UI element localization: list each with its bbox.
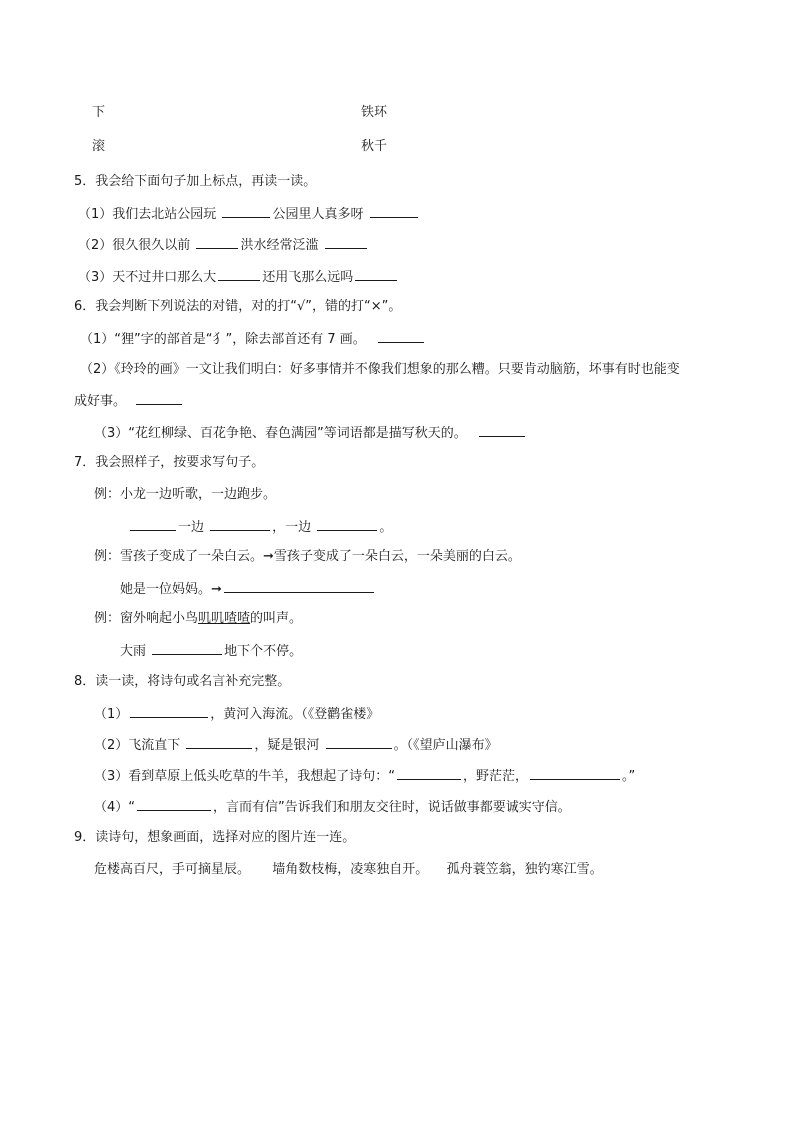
q7-fill-3 (120, 641, 302, 661)
q8-line-2-blank-a[interactable] (186, 735, 252, 749)
q5-item-3-blank-b[interactable] (355, 267, 397, 281)
q5-title: 5．我会给下面句子加上标点，再读一读。 (74, 174, 317, 189)
q5-item-1-text-b: 公园里人真多呀 (272, 207, 364, 222)
pair-right-1: 铁环 (361, 105, 388, 120)
q6-item-2-line-1: （2）《玲玲的画》一文让我们明白：好多事情并不像我们想象的那么糟。只要肯动脑筋，坏事有时也能变 (80, 362, 680, 377)
q6-item-3 (94, 423, 527, 443)
q7-example-3-pre: 例：窗外响起小鸟 (94, 611, 199, 626)
q7-example-1: 例：小龙一边听歌，一边跑步。 (94, 487, 277, 502)
q8-line-2 (94, 735, 498, 755)
q8-line-3-text-b: ，野茫茫， (463, 769, 529, 784)
q5-item-1-text-a: 我们去北站公园玩 (112, 207, 217, 222)
q7-fill-3-blank[interactable] (152, 641, 222, 655)
q5-item-3-blank-a[interactable] (218, 267, 260, 281)
q8-line-3-blank-a[interactable] (397, 766, 461, 780)
q9-title: 9．读诗句，想象画面，选择对应的图片连一连。 (74, 830, 356, 845)
q8-line-4-blank[interactable] (137, 797, 211, 811)
q8-line-2-text-c: 。（《望庐山瀑布》 (393, 738, 498, 753)
q8-line-4-text-a: （4）“ (94, 800, 136, 815)
q8-line-3-text-a: （3）看到草原上低头吃草的牛羊，我想起了诗句：“ (94, 769, 396, 784)
q7-fill-1-text-a: 一边 (178, 520, 205, 535)
q9-poem-2: 墙角数枝梅，凌寒独自开。 (272, 862, 429, 877)
q7-fill-1 (128, 517, 392, 537)
q5-item-2 (78, 235, 369, 255)
q7-fill-3-text-a: 大雨 (120, 644, 147, 659)
q6-title: 6．我会判断下列说法的对错，对的打“√”，错的打“×”。 (74, 299, 402, 314)
q8-line-1-text-b: ，黄河入海流。（《登鹳雀楼》 (210, 707, 380, 722)
q5-item-1-prefix: （1） (78, 207, 113, 222)
q7-fill-1-blank-c[interactable] (317, 517, 377, 531)
q8-line-4 (94, 797, 571, 817)
q9-poem-3: 孤舟蓑笠翁，独钓寒江雪。 (446, 862, 603, 877)
q5-item-2-text-b: 洪水经常泛滥 (240, 238, 319, 253)
q7-fill-3-text-b: 地下个不停。 (224, 644, 303, 659)
q8-line-1-blank[interactable] (130, 704, 208, 718)
q6-item-3-text: （3）“花红柳绿、百花争艳、春色满园”等词语都是描写秋天的。 (94, 426, 467, 441)
q7-fill-1-blank-a[interactable] (130, 517, 176, 531)
pair-left-2: 滚 (92, 139, 106, 154)
q5-item-1-blank-a[interactable] (222, 204, 270, 218)
q7-example-3-underlined: 叽叽喳喳 (198, 611, 251, 626)
q6-item-1-text: （1）“狸”字的部首是“犭”，除去部首还有 7 画。 (80, 332, 366, 347)
q9-poem-1: 危楼高百尺，手可摘星辰。 (94, 862, 251, 877)
q5-item-2-text-a: 很久很久以前 (112, 238, 191, 253)
q5-item-2-blank-b[interactable] (325, 235, 367, 249)
q7-fill-2-text: 她是一位妈妈。➞ (120, 582, 222, 597)
q7-example-2: 例：雪孩子变成了一朵白云。➞雪孩子变成了一朵白云，一朵美丽的白云。 (94, 549, 521, 564)
q8-line-1 (94, 704, 379, 724)
q9-poem-row (94, 861, 603, 879)
q7-fill-2-blank[interactable] (224, 579, 374, 593)
q6-item-2-text: 成好事。 (74, 394, 127, 409)
q7-fill-1-end: 。 (379, 520, 393, 535)
q5-item-2-blank-a[interactable] (196, 235, 238, 249)
q5-item-3-prefix: （3） (78, 270, 113, 285)
q7-example-3-post: 的叫声。 (250, 611, 303, 626)
q5-item-3 (78, 267, 399, 287)
q8-line-2-text-b: ，疑是银河 (254, 738, 320, 753)
pair-right-2: 秋千 (361, 139, 388, 154)
q8-line-3 (94, 766, 635, 786)
q7-fill-2 (120, 579, 376, 599)
q7-fill-1-blank-b[interactable] (210, 517, 270, 531)
q6-item-3-blank[interactable] (479, 423, 525, 437)
q8-line-4-text-b: ，言而有信”告诉我们和朋友交往时，说话做事都要诚实守信。 (213, 800, 571, 815)
q8-title: 8．读一读，将诗句或名言补充完整。 (74, 674, 291, 689)
q7-fill-1-text-b: ，一边 (272, 520, 312, 535)
q6-item-2-blank[interactable] (136, 391, 182, 405)
q5-item-1-blank-b[interactable] (370, 204, 418, 218)
q5-item-1 (78, 204, 420, 224)
q8-line-2-text-a: （2）飞流直下 (94, 738, 181, 753)
q8-line-2-blank-b[interactable] (326, 735, 392, 749)
pair-left-1: 下 (92, 105, 106, 120)
q5-item-3-text-a: 天不过井口那么大 (112, 270, 217, 285)
q8-line-3-text-c: 。” (622, 769, 636, 784)
q8-line-3-blank-b[interactable] (530, 766, 620, 780)
q7-example-3 (94, 610, 302, 628)
q5-item-2-prefix: （2） (78, 238, 113, 253)
q6-item-1-blank[interactable] (378, 329, 424, 343)
q8-line-1-text-a: （1） (94, 707, 129, 722)
q5-item-3-text-b: 还用飞那么远吗 (262, 270, 354, 285)
q6-item-2-line-2 (74, 391, 184, 411)
q7-title: 7．我会照样子，按要求写句子。 (74, 455, 265, 470)
q6-item-1 (80, 329, 426, 349)
